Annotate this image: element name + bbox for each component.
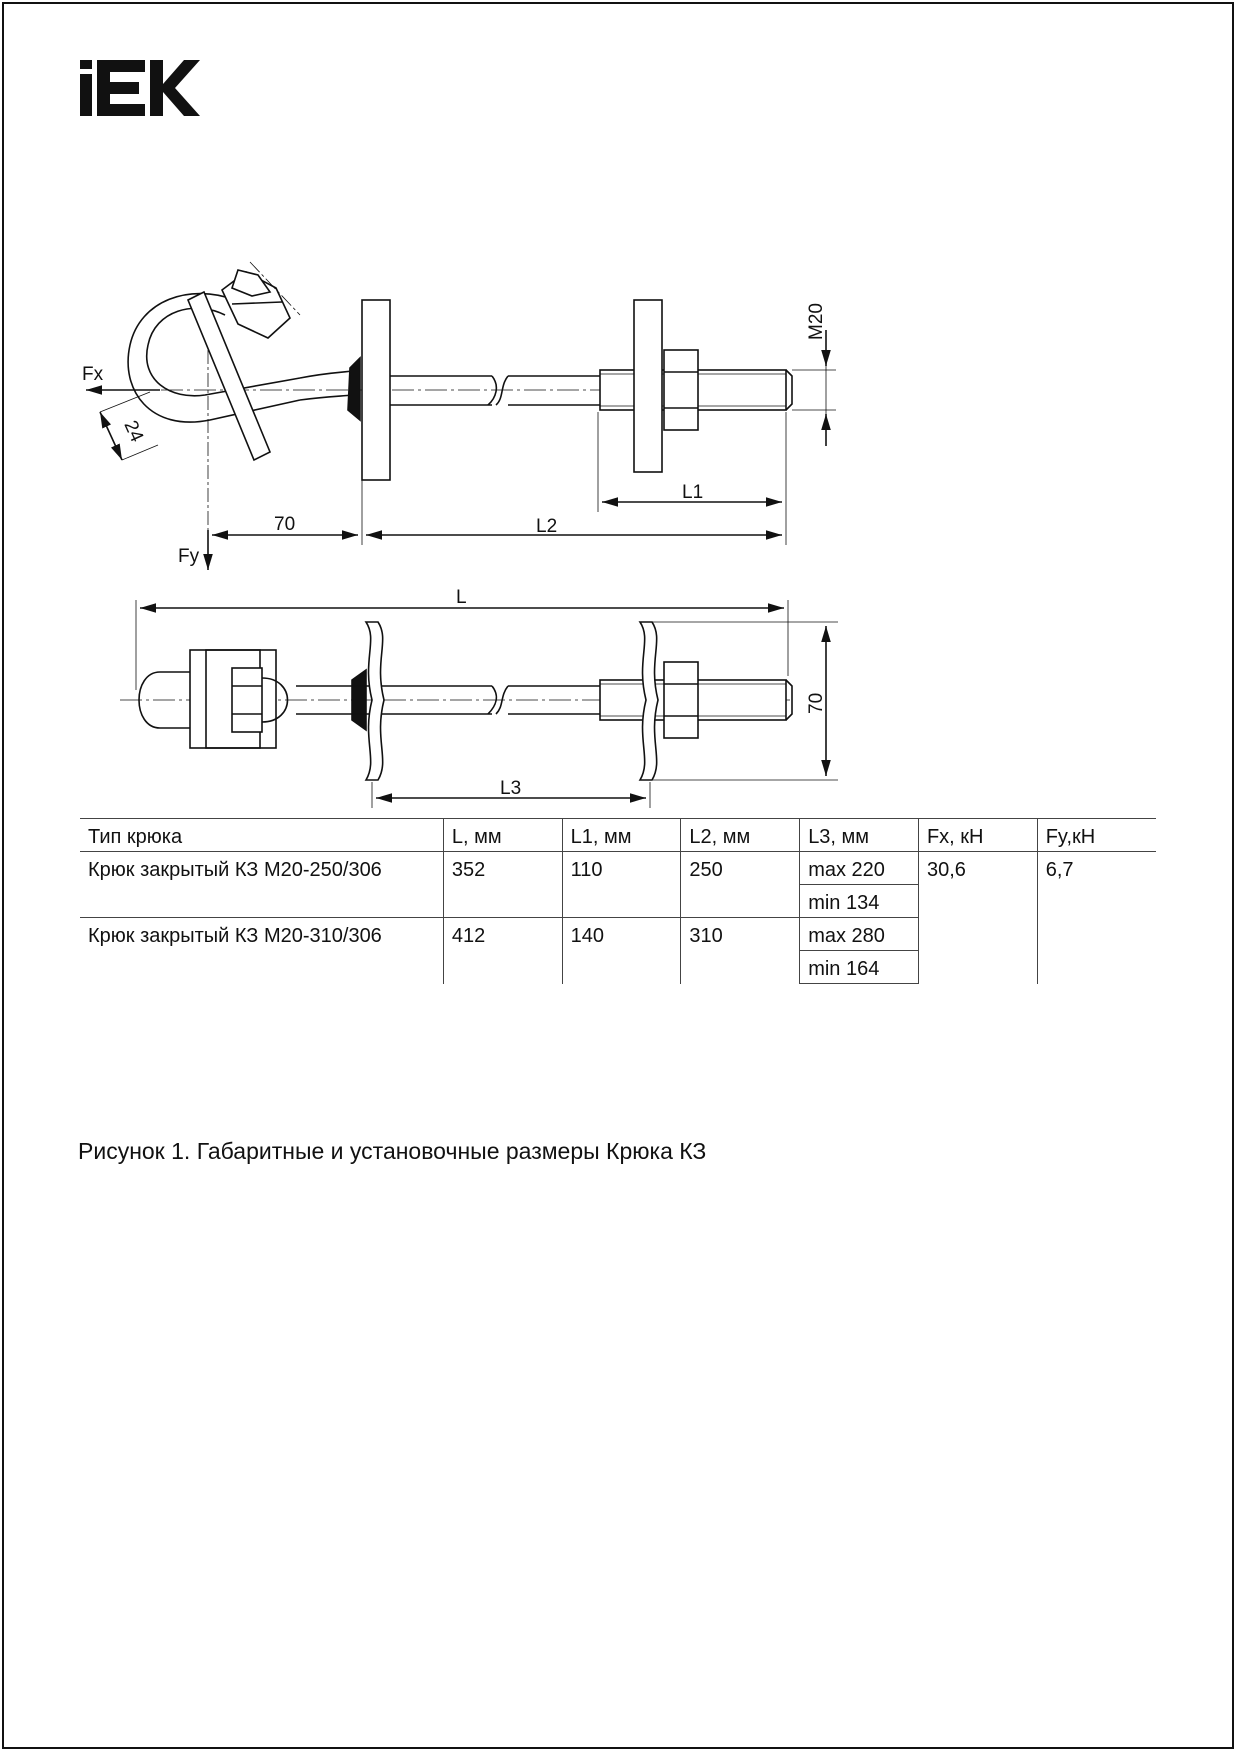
dim-24-label: 24	[119, 417, 148, 446]
header-fy: Fy,кН	[1037, 819, 1156, 852]
row-l3-max-cell: max 220	[800, 852, 919, 885]
row-l3-min-cell: min 164	[800, 951, 919, 984]
row-type-cell: Крюк закрытый КЗ М20-310/306	[88, 925, 382, 947]
figure-caption: Рисунок 1. Габаритные и установочные размеры Крюка КЗ	[78, 1138, 707, 1164]
hook-technical-drawing	[0, 0, 1240, 820]
hook-side-view	[86, 262, 836, 570]
table-row	[80, 852, 1156, 885]
header-l3: L3, мм	[800, 819, 919, 852]
hook-plan-view	[120, 600, 838, 808]
dim-70-top-label: 70	[274, 514, 296, 535]
fy-label: Fy	[178, 546, 200, 567]
row-l3-min-cell: min 134	[800, 885, 919, 918]
row-l3-max-cell: max 280	[800, 918, 919, 951]
row-type-cell: Крюк закрытый КЗ М20-250/306	[80, 852, 443, 918]
l1-label: L1	[682, 482, 704, 503]
l2-label: L2	[536, 516, 558, 537]
table-header-row	[80, 819, 1156, 852]
row-l-cell: 412	[443, 918, 562, 984]
fx-label: Fx	[82, 364, 104, 385]
header-l1: L1, мм	[562, 819, 681, 852]
row-l2-cell: 310	[681, 918, 800, 984]
header-fx: Fx, кН	[918, 819, 1037, 852]
l3-label: L3	[500, 778, 522, 799]
header-type: Тип крюка	[80, 819, 443, 852]
header-l2: L2, мм	[681, 819, 800, 852]
dim-70-side-label: 70	[806, 692, 827, 714]
spec-table	[80, 818, 1156, 984]
row-l2-cell: 250	[681, 852, 800, 918]
fx-value-cell: 30,6	[918, 852, 1037, 984]
row-l1-cell: 110	[562, 852, 681, 918]
fy-value-cell: 6,7	[1037, 852, 1156, 984]
header-l: L, мм	[443, 819, 562, 852]
l-label: L	[456, 587, 467, 608]
row-l1-cell: 140	[562, 918, 681, 984]
row-l-cell: 352	[443, 852, 562, 918]
m20-label: M20	[806, 303, 827, 340]
